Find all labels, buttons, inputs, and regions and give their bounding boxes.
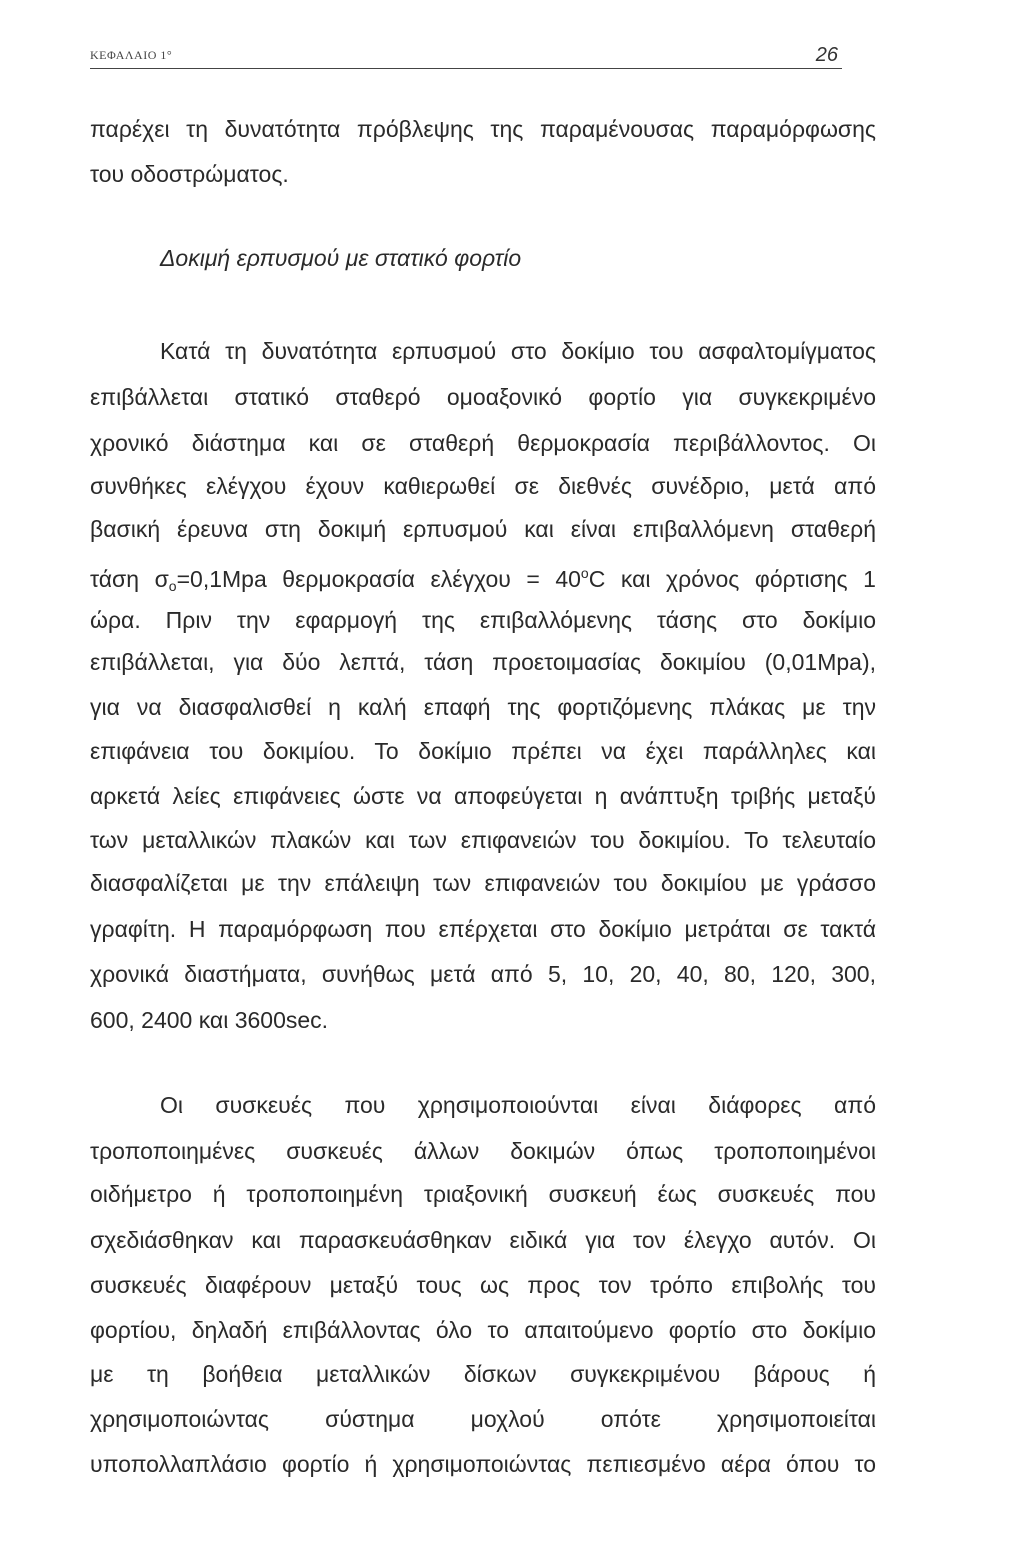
text-line: χρονικό διάστημα και σε σταθερή θερμοκρασία περιβάλλοντος. Οι xyxy=(90,430,876,456)
section-heading: Δοκιμή ερπυσμού με στατικό φορτίο xyxy=(160,245,522,271)
text-line: σχεδιάσθηκαν και παρασκευάσθηκαν ειδικά για τον έλεγχο αυτόν. Οι xyxy=(90,1227,876,1253)
text-line: τροποποιημένες συσκευές άλλων δοκιμών όπως τροποποιημένοι xyxy=(90,1138,876,1164)
text-line: διασφαλίζεται με την επάλειψη των επιφανειών του δοκιμίου με γράσσο xyxy=(90,870,876,896)
text-line: αρκετά λείες επιφάνειες ώστε να αποφεύγεται η ανάπτυξη τριβής μεταξύ xyxy=(90,783,876,809)
text-line: γραφίτη. Η παραμόρφωση που επέρχεται στο δοκίμιο μετράται σε τακτά xyxy=(90,916,876,942)
header-rule xyxy=(90,68,842,69)
text-line: χρονικά διαστήματα, συνήθως μετά από 5, 10, 20, 40, 80, 120, 300, xyxy=(90,961,876,987)
text-line: υποπολλαπλάσιο φορτίο ή χρησιμοποιώντας πεπιεσμένο αέρα όπου το xyxy=(90,1451,876,1477)
degree-superscript: o xyxy=(580,565,589,581)
text-line: του οδοστρώματος. xyxy=(90,161,289,187)
text-line: για να διασφαλισθεί η καλή επαφή της φορτιζόμενης πλάκας με την xyxy=(90,694,876,720)
text-line: επιβάλλεται, για δύο λεπτά, τάση προετοιμασίας δοκιμίου (0,01Mpa), xyxy=(90,649,876,675)
text-line: οιδήμετρο ή τροποποιημένη τριαξονική συσκευή έως συσκευές που xyxy=(90,1181,876,1207)
text-line: συνθήκες ελέγχου έχουν καθιερωθεί σε διεθνές συνέδριο, μετά από xyxy=(90,473,876,499)
page-number: 26 xyxy=(815,44,838,66)
text-line: συσκευές διαφέρουν μεταξύ τους ως προς τον τρόπο επιβολής του xyxy=(90,1272,876,1298)
stress-middle: =0,1Mpa θερμοκρασία ελέγχου = 40 xyxy=(176,566,581,592)
text-line: χρησιμοποιώντας σύστημα μοχλού οπότε χρησιμοποιείται xyxy=(90,1406,876,1432)
text-line: ώρα. Πριν την εφαρμογή της επιβαλλόμενης τάσης στο δοκίμιο xyxy=(90,607,876,633)
stress-suffix: C και χρόνος φόρτισης 1 xyxy=(588,566,876,592)
text-line: φορτίου, δηλαδή επιβάλλοντας όλο το απαιτούμενο φορτίο στο δοκίμιο xyxy=(90,1317,876,1343)
chapter-label: ΚΕΦΑΛΑΙΟ 1° xyxy=(90,48,173,62)
stress-line xyxy=(90,559,876,600)
stress-prefix: τάση σ xyxy=(90,566,169,592)
text-line: επιβάλλεται στατικό σταθερό ομοαξονικό φορτίο για συγκεκριμένο xyxy=(90,384,876,410)
text-line: Κατά τη δυνατότητα ερπυσμού στο δοκίμιο του ασφαλτομίγματος xyxy=(160,338,876,364)
text-line: επιφάνεια του δοκιμίου. Το δοκίμιο πρέπει να έχει παράλληλες και xyxy=(90,738,876,764)
text-line: Οι συσκευές που χρησιμοποιούνται είναι διάφορες από xyxy=(160,1092,876,1118)
text-line: παρέχει τη δυνατότητα πρόβλεψης της παραμένουσας παραμόρφωσης xyxy=(90,116,876,142)
text-line: 600, 2400 και 3600sec. xyxy=(90,1007,329,1033)
stress-subscript: o xyxy=(168,578,177,594)
text-line: των μεταλλικών πλακών και των επιφανειών του δοκιμίου. Το τελευταίο xyxy=(90,827,876,853)
text-line: με τη βοήθεια μεταλλικών δίσκων συγκεκριμένου βάρους ή xyxy=(90,1361,876,1387)
text-line: βασική έρευνα στη δοκιμή ερπυσμού και είναι επιβαλλόμενη σταθερή xyxy=(90,516,876,542)
